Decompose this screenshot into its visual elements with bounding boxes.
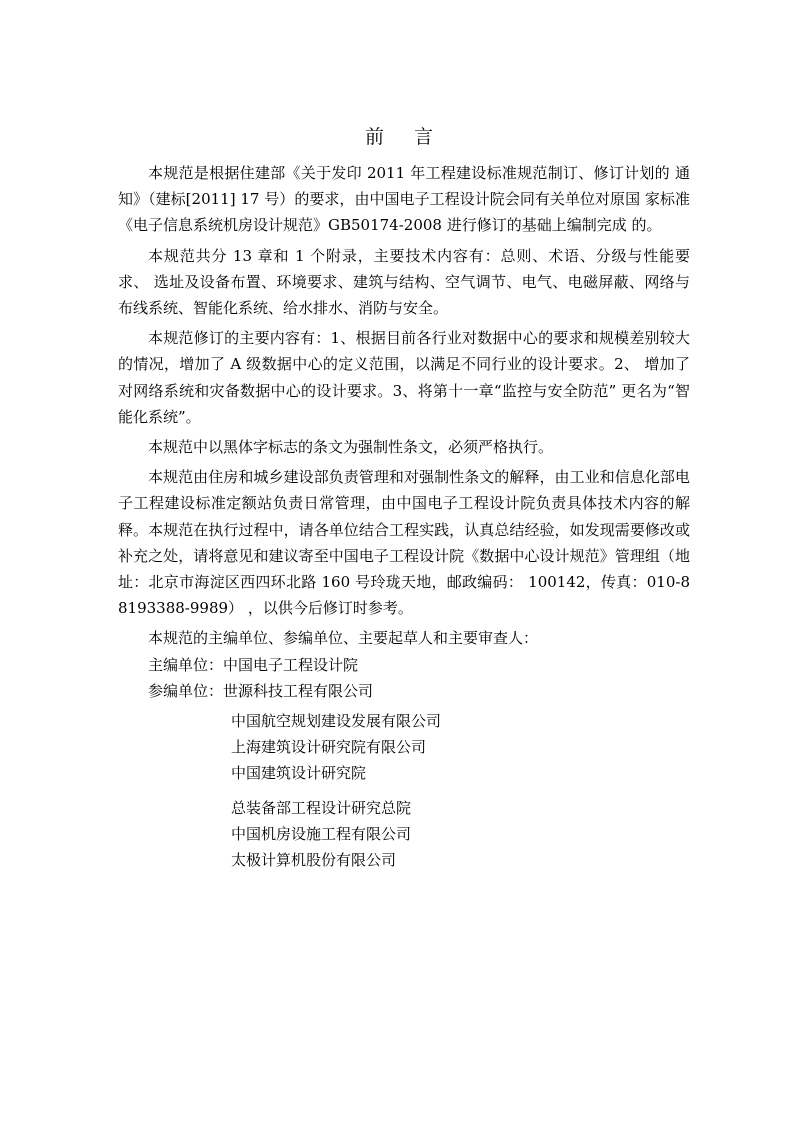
paragraph-mandatory-clauses: 本规范中以黑体字标志的条文为强制性条文，必须严格执行。 — [148, 438, 554, 457]
participant-org: 太极计算机股份有限公司 — [231, 851, 397, 870]
chief-editor-line: 主编单位：中国电子工程设计院 — [148, 655, 359, 674]
paragraph-main-content: 本规范共分 13 章和 1 个附录，主要技术内容有：总则、术语、分级与性能要求、 选址及设备布置、环境要求、建筑与结构、空气调节、电气、电磁屏蔽、网络与 布线系统、智能化系统、给水排水、消防与安全。 — [118, 246, 690, 318]
participant-org-list — [118, 708, 690, 873]
participant-org: 总装备部工程设计研究总院 — [231, 798, 412, 817]
paragraph-revision-content: 本规范修订的主要内容有：1、根据目前各行业对数据中心的要求和规模差别较大的情况，增加了 A 级数据中心的定义范围，以满足不同行业的设计要求。2、 增加了对网络系统和灾备数据中心的设计要求。3、将第十一章“监控与安全防范” 更名为“智能化系统”。 — [118, 329, 690, 426]
participant-org: 中国建筑设计研究院 — [231, 764, 367, 783]
paragraph-revision-basis: 本规范是根据住建部《关于发印 2011 年工程建设标准规范制订、修订计划的 通知》（建标[2011] 17 号）的要求，由中国电子工程设计院会同有关单位对原国 家标准《电子信息系统机房设计规范》GB50174-2008 进行修订的基础上编制完成 的。 — [118, 164, 690, 235]
paragraph-management: 本规范由住房和城乡建设部负责管理和对强制性条文的解释，由工业和信息化部电子工程建设标准定额站负责日常管理，由中国电子工程设计院负责具体技术内容的解释。本规范在执行过程中，请各单位结合工程实践，认真总结经验，如发现需要修改或补充之处，请将意见和建议寄至中国电子工程设计院《数据中心设计规范》管理组（地址：北京市海淀区西四环北路 160 号玲珑天地，邮政编码： 100142，传真：010-88193388-9989） ，以供今后修订时参考。 — [118, 468, 690, 618]
participant-org: 上海建筑设计研究院有限公司 — [231, 738, 427, 757]
participant-org: 中国航空规划建设发展有限公司 — [231, 712, 442, 731]
units-intro-line: 本规范的主编单位、参编单位、主要起草人和主要审查人： — [148, 629, 539, 648]
page-title: 前 言 — [364, 126, 446, 148]
participant-line: 参编单位：世源科技工程有限公司 — [148, 681, 374, 700]
participant-org: 中国机房设施工程有限公司 — [231, 824, 412, 843]
preface-body — [118, 160, 690, 873]
